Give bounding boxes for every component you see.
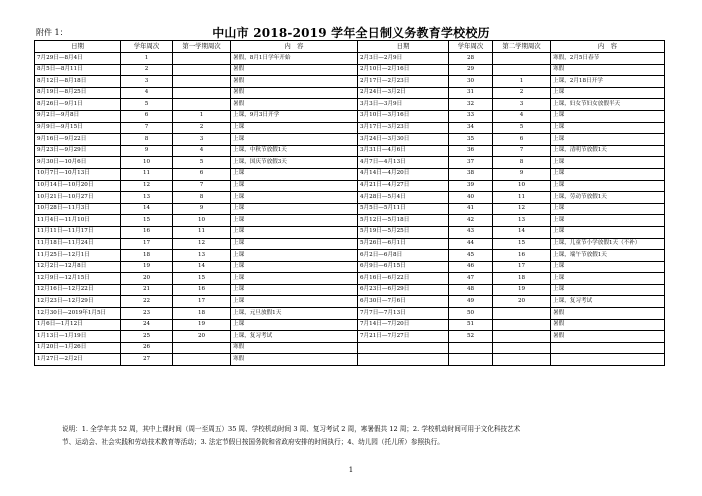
cell-year-week-2: 30 xyxy=(449,76,493,88)
cell-year-week-1: 3 xyxy=(121,76,173,88)
cell-content-2 xyxy=(551,354,665,366)
note-line-1: 说明：1. 全学年共 52 周，其中上课时间（周一至周五）35 周、学校机动时间 3 周、复习考试 2 周，寒暑假共 12 周；2. 学校机动时间可用于文化科技艺术 xyxy=(62,425,521,433)
cell-content-1: 上课 xyxy=(231,122,358,134)
cell-term2-week: 18 xyxy=(493,273,551,285)
cell-date-2: 2月24日—3月2日 xyxy=(358,87,449,99)
table-row xyxy=(35,250,665,262)
cell-term2-week: 12 xyxy=(493,203,551,215)
cell-term2-week xyxy=(493,64,551,76)
table-row xyxy=(35,308,665,320)
cell-content-1: 上课 xyxy=(231,134,358,146)
cell-year-week-1: 5 xyxy=(121,99,173,111)
table-row xyxy=(35,53,665,65)
cell-date-2: 6月9日—6月15日 xyxy=(358,261,449,273)
cell-date-2: 6月23日—6月29日 xyxy=(358,284,449,296)
cell-date-1: 10月21日—10月27日 xyxy=(35,192,121,204)
cell-term1-week xyxy=(173,87,231,99)
cell-year-week-2: 48 xyxy=(449,284,493,296)
table-row xyxy=(35,226,665,238)
cell-content-2: 上课 xyxy=(551,273,665,285)
cell-content-2: 上课，清明节放假1天 xyxy=(551,145,665,157)
table-row xyxy=(35,180,665,192)
cell-content-1: 上课，复习考试 xyxy=(231,331,358,343)
table-row xyxy=(35,110,665,122)
cell-content-1: 上课，国庆节放假3天 xyxy=(231,157,358,169)
cell-term2-week xyxy=(493,354,551,366)
cell-content-1: 寒假 xyxy=(231,354,358,366)
cell-year-week-2: 31 xyxy=(449,87,493,99)
cell-content-1: 上课，9月3日开学 xyxy=(231,110,358,122)
cell-year-week-2: 45 xyxy=(449,250,493,262)
cell-year-week-1: 11 xyxy=(121,168,173,180)
cell-term1-week: 20 xyxy=(173,331,231,343)
cell-term2-week: 20 xyxy=(493,296,551,308)
school-calendar-table xyxy=(34,40,665,366)
cell-year-week-2: 36 xyxy=(449,145,493,157)
cell-year-week-2: 40 xyxy=(449,192,493,204)
cell-year-week-2: 34 xyxy=(449,122,493,134)
page-number: 1 xyxy=(348,466,354,474)
cell-content-2: 暑假 xyxy=(551,319,665,331)
cell-content-2: 上课，儿童节小学放假1天（不补） xyxy=(551,238,665,250)
cell-content-2: 上课 xyxy=(551,110,665,122)
cell-content-2: 上课 xyxy=(551,261,665,273)
cell-date-2: 3月3日—3月9日 xyxy=(358,99,449,111)
cell-date-1: 9月2日—9月8日 xyxy=(35,110,121,122)
cell-term1-week: 13 xyxy=(173,250,231,262)
cell-content-1: 暑假 xyxy=(231,99,358,111)
header-term2-week: 第二学期周次 xyxy=(493,41,551,53)
cell-term2-week: 16 xyxy=(493,250,551,262)
cell-date-1: 1月27日—2月2日 xyxy=(35,354,121,366)
cell-date-2: 7月21日—7月27日 xyxy=(358,331,449,343)
attachment-label: 附件 1： xyxy=(36,28,68,37)
cell-term2-week xyxy=(493,342,551,354)
cell-date-1: 1月6日—1月12日 xyxy=(35,319,121,331)
cell-content-1: 暑假 xyxy=(231,64,358,76)
cell-year-week-2: 50 xyxy=(449,308,493,320)
cell-term1-week: 2 xyxy=(173,122,231,134)
cell-date-2: 6月16日—6月22日 xyxy=(358,273,449,285)
cell-term1-week xyxy=(173,64,231,76)
cell-year-week-1: 6 xyxy=(121,110,173,122)
cell-content-1: 上课，中秋节放假1天 xyxy=(231,145,358,157)
cell-year-week-1: 13 xyxy=(121,192,173,204)
table-row xyxy=(35,273,665,285)
cell-term2-week: 8 xyxy=(493,157,551,169)
cell-content-2: 上课 xyxy=(551,180,665,192)
cell-term2-week: 6 xyxy=(493,134,551,146)
cell-term1-week xyxy=(173,76,231,88)
cell-year-week-2: 47 xyxy=(449,273,493,285)
cell-term1-week xyxy=(173,342,231,354)
cell-content-2: 上课 xyxy=(551,226,665,238)
cell-date-1: 8月12日—8月18日 xyxy=(35,76,121,88)
cell-date-1: 8月5日—8月11日 xyxy=(35,64,121,76)
cell-date-2: 3月31日—4月6日 xyxy=(358,145,449,157)
cell-content-1: 暑假 xyxy=(231,76,358,88)
cell-year-week-2: 42 xyxy=(449,215,493,227)
cell-year-week-1: 27 xyxy=(121,354,173,366)
cell-year-week-2: 51 xyxy=(449,319,493,331)
cell-content-1: 上课 xyxy=(231,284,358,296)
cell-date-1: 10月14日—10月20日 xyxy=(35,180,121,192)
cell-content-1: 上课 xyxy=(231,203,358,215)
table-row xyxy=(35,284,665,296)
cell-year-week-1: 25 xyxy=(121,331,173,343)
cell-content-2: 上课，妇女节妇女放假半天 xyxy=(551,99,665,111)
table-row xyxy=(35,122,665,134)
cell-term1-week xyxy=(173,99,231,111)
cell-year-week-1: 10 xyxy=(121,157,173,169)
cell-content-1: 暑假 xyxy=(231,87,358,99)
cell-date-1: 7月29日—8月4日 xyxy=(35,53,121,65)
cell-content-1: 上课 xyxy=(231,261,358,273)
cell-year-week-2: 29 xyxy=(449,64,493,76)
cell-content-2: 寒假，2月5日春节 xyxy=(551,53,665,65)
cell-content-1: 上课 xyxy=(231,273,358,285)
cell-term1-week: 3 xyxy=(173,134,231,146)
cell-term1-week: 12 xyxy=(173,238,231,250)
cell-term2-week: 4 xyxy=(493,110,551,122)
cell-content-1: 上课 xyxy=(231,238,358,250)
cell-year-week-1: 1 xyxy=(121,53,173,65)
cell-date-2: 5月19日—5月25日 xyxy=(358,226,449,238)
cell-term1-week: 8 xyxy=(173,192,231,204)
cell-year-week-2 xyxy=(449,354,493,366)
cell-date-2: 5月12日—5月18日 xyxy=(358,215,449,227)
cell-term2-week: 19 xyxy=(493,284,551,296)
cell-date-2 xyxy=(358,342,449,354)
cell-content-1: 上课 xyxy=(231,180,358,192)
cell-content-2: 上课 xyxy=(551,203,665,215)
cell-content-2: 暑假 xyxy=(551,308,665,320)
table-row xyxy=(35,342,665,354)
cell-content-1: 上课 xyxy=(231,250,358,262)
cell-content-2: 上课，复习考试 xyxy=(551,296,665,308)
cell-term1-week: 1 xyxy=(173,110,231,122)
cell-term1-week: 6 xyxy=(173,168,231,180)
cell-year-week-1: 20 xyxy=(121,273,173,285)
table-row xyxy=(35,331,665,343)
header-date-1: 日期 xyxy=(35,41,121,53)
cell-date-1: 10月28日—11月3日 xyxy=(35,203,121,215)
cell-date-1: 1月13日—1月19日 xyxy=(35,331,121,343)
cell-year-week-1: 12 xyxy=(121,180,173,192)
cell-year-week-2: 49 xyxy=(449,296,493,308)
cell-year-week-1: 2 xyxy=(121,64,173,76)
cell-date-2: 3月10日—3月16日 xyxy=(358,110,449,122)
cell-term2-week xyxy=(493,319,551,331)
cell-date-1: 12月9日—12月15日 xyxy=(35,273,121,285)
header-content-2: 内 容 xyxy=(551,41,665,53)
cell-year-week-1: 9 xyxy=(121,145,173,157)
cell-term2-week xyxy=(493,53,551,65)
cell-date-1: 11月25日—12月1日 xyxy=(35,250,121,262)
cell-date-2: 2月10日—2月16日 xyxy=(358,64,449,76)
cell-term1-week: 9 xyxy=(173,203,231,215)
cell-content-1: 上课 xyxy=(231,192,358,204)
cell-term1-week: 18 xyxy=(173,308,231,320)
cell-year-week-2: 33 xyxy=(449,110,493,122)
cell-term2-week: 15 xyxy=(493,238,551,250)
table-row xyxy=(35,215,665,227)
cell-date-1: 12月16日—12月22日 xyxy=(35,284,121,296)
cell-term2-week: 2 xyxy=(493,87,551,99)
cell-term2-week: 3 xyxy=(493,99,551,111)
header-content-1: 内 容 xyxy=(231,41,358,53)
cell-date-1: 11月11日—11月17日 xyxy=(35,226,121,238)
table-row xyxy=(35,319,665,331)
cell-year-week-2: 37 xyxy=(449,157,493,169)
cell-date-1: 12月30日—2019年1月5日 xyxy=(35,308,121,320)
cell-content-1: 上课 xyxy=(231,168,358,180)
cell-term2-week: 14 xyxy=(493,226,551,238)
cell-content-2: 上课 xyxy=(551,87,665,99)
table-row xyxy=(35,192,665,204)
calendar-body xyxy=(35,53,665,366)
cell-date-2: 2月17日—2月23日 xyxy=(358,76,449,88)
cell-date-1: 9月9日—9月15日 xyxy=(35,122,121,134)
note-line-2: 节、运动会、社会实践和劳动技术教育等活动；3. 法定节假日按国务院和省政府安排的时间执行；4、幼儿园（托儿所）参照执行。 xyxy=(62,438,444,446)
cell-content-2 xyxy=(551,342,665,354)
table-row xyxy=(35,157,665,169)
cell-date-1: 9月30日—10月6日 xyxy=(35,157,121,169)
cell-content-1: 寒假 xyxy=(231,342,358,354)
cell-term1-week: 5 xyxy=(173,157,231,169)
cell-content-2: 上课 xyxy=(551,134,665,146)
cell-content-2: 上课，劳动节放假1天 xyxy=(551,192,665,204)
table-row xyxy=(35,134,665,146)
cell-date-2: 4月21日—4月27日 xyxy=(358,180,449,192)
cell-term1-week xyxy=(173,354,231,366)
cell-term1-week: 15 xyxy=(173,273,231,285)
cell-year-week-1: 26 xyxy=(121,342,173,354)
cell-date-1: 11月18日—11月24日 xyxy=(35,238,121,250)
cell-content-2: 上课，端午节放假1天 xyxy=(551,250,665,262)
table-row xyxy=(35,76,665,88)
cell-year-week-2: 32 xyxy=(449,99,493,111)
header-year-week-1: 学年周次 xyxy=(121,41,173,53)
cell-content-2: 上课，2月18日开学 xyxy=(551,76,665,88)
cell-date-2: 4月28日—5月4日 xyxy=(358,192,449,204)
cell-term1-week: 10 xyxy=(173,215,231,227)
cell-year-week-1: 14 xyxy=(121,203,173,215)
table-row xyxy=(35,168,665,180)
table-row xyxy=(35,87,665,99)
cell-date-2 xyxy=(358,354,449,366)
cell-date-2: 6月2日—6月8日 xyxy=(358,250,449,262)
cell-date-2: 5月26日—6月1日 xyxy=(358,238,449,250)
cell-term1-week: 7 xyxy=(173,180,231,192)
cell-year-week-2: 39 xyxy=(449,180,493,192)
cell-date-2: 2月3日—2月9日 xyxy=(358,53,449,65)
cell-term2-week xyxy=(493,308,551,320)
table-row xyxy=(35,261,665,273)
cell-year-week-2: 41 xyxy=(449,203,493,215)
cell-content-2: 上课 xyxy=(551,157,665,169)
cell-year-week-1: 19 xyxy=(121,261,173,273)
cell-date-2: 7月14日—7月20日 xyxy=(358,319,449,331)
cell-date-1: 8月26日—9月1日 xyxy=(35,99,121,111)
table-row xyxy=(35,296,665,308)
cell-content-2: 上课 xyxy=(551,215,665,227)
cell-year-week-2: 44 xyxy=(449,238,493,250)
table-row xyxy=(35,354,665,366)
cell-date-1: 11月4日—11月10日 xyxy=(35,215,121,227)
cell-content-2: 寒假 xyxy=(551,64,665,76)
header-year-week-2: 学年周次 xyxy=(449,41,493,53)
cell-term1-week: 16 xyxy=(173,284,231,296)
cell-term2-week: 5 xyxy=(493,122,551,134)
cell-term2-week: 17 xyxy=(493,261,551,273)
cell-term2-week: 13 xyxy=(493,215,551,227)
cell-term1-week xyxy=(173,53,231,65)
cell-content-2: 上课 xyxy=(551,122,665,134)
cell-term2-week: 1 xyxy=(493,76,551,88)
header-row xyxy=(35,41,665,53)
cell-term2-week: 10 xyxy=(493,180,551,192)
cell-content-1: 上课 xyxy=(231,319,358,331)
cell-date-1: 8月19日—8月25日 xyxy=(35,87,121,99)
cell-content-2: 暑假 xyxy=(551,331,665,343)
cell-term1-week: 17 xyxy=(173,296,231,308)
cell-term2-week: 11 xyxy=(493,192,551,204)
cell-term1-week: 11 xyxy=(173,226,231,238)
cell-date-1: 12月2日—12月8日 xyxy=(35,261,121,273)
cell-date-2: 3月17日—3月23日 xyxy=(358,122,449,134)
notes xyxy=(62,423,674,449)
page-title: 中山市 2018-2019 学年全日制义务教育学校校历 xyxy=(212,26,490,40)
cell-content-1: 上课 xyxy=(231,296,358,308)
cell-year-week-1: 21 xyxy=(121,284,173,296)
header-date-2: 日期 xyxy=(358,41,449,53)
cell-year-week-1: 4 xyxy=(121,87,173,99)
cell-date-2: 7月7日—7月13日 xyxy=(358,308,449,320)
cell-year-week-2: 38 xyxy=(449,168,493,180)
cell-year-week-2: 43 xyxy=(449,226,493,238)
cell-date-2: 4月14日—4月20日 xyxy=(358,168,449,180)
cell-year-week-2: 52 xyxy=(449,331,493,343)
cell-year-week-2: 46 xyxy=(449,261,493,273)
cell-term1-week: 4 xyxy=(173,145,231,157)
table-row xyxy=(35,64,665,76)
cell-date-1: 9月16日—9月22日 xyxy=(35,134,121,146)
cell-date-1: 9月23日—9月29日 xyxy=(35,145,121,157)
table-row xyxy=(35,99,665,111)
cell-year-week-2: 28 xyxy=(449,53,493,65)
cell-year-week-2 xyxy=(449,342,493,354)
cell-content-2: 上课 xyxy=(551,168,665,180)
cell-year-week-1: 15 xyxy=(121,215,173,227)
cell-date-1: 10月7日—10月13日 xyxy=(35,168,121,180)
cell-content-1: 上课 xyxy=(231,226,358,238)
cell-term2-week: 7 xyxy=(493,145,551,157)
cell-term2-week: 9 xyxy=(493,168,551,180)
cell-content-2: 上课 xyxy=(551,284,665,296)
cell-year-week-1: 16 xyxy=(121,226,173,238)
cell-year-week-1: 18 xyxy=(121,250,173,262)
cell-date-2: 4月7日—4月13日 xyxy=(358,157,449,169)
cell-year-week-1: 23 xyxy=(121,308,173,320)
cell-content-1: 上课 xyxy=(231,215,358,227)
cell-year-week-1: 22 xyxy=(121,296,173,308)
cell-date-1: 1月20日—1月26日 xyxy=(35,342,121,354)
cell-year-week-2: 35 xyxy=(449,134,493,146)
cell-date-2: 3月24日—3月30日 xyxy=(358,134,449,146)
cell-year-week-1: 24 xyxy=(121,319,173,331)
cell-year-week-1: 7 xyxy=(121,122,173,134)
cell-year-week-1: 17 xyxy=(121,238,173,250)
cell-date-2: 6月30日—7月6日 xyxy=(358,296,449,308)
header-term1-week: 第一学期周次 xyxy=(173,41,231,53)
cell-content-1: 暑假，8月1日学年开始 xyxy=(231,53,358,65)
cell-term2-week xyxy=(493,331,551,343)
cell-date-2: 5月5日—5月11日 xyxy=(358,203,449,215)
cell-content-1: 上课，元旦放假1天 xyxy=(231,308,358,320)
cell-year-week-1: 8 xyxy=(121,134,173,146)
table-row xyxy=(35,238,665,250)
cell-date-1: 12月23日—12月29日 xyxy=(35,296,121,308)
cell-term1-week: 14 xyxy=(173,261,231,273)
table-row xyxy=(35,203,665,215)
cell-term1-week: 19 xyxy=(173,319,231,331)
table-row xyxy=(35,145,665,157)
